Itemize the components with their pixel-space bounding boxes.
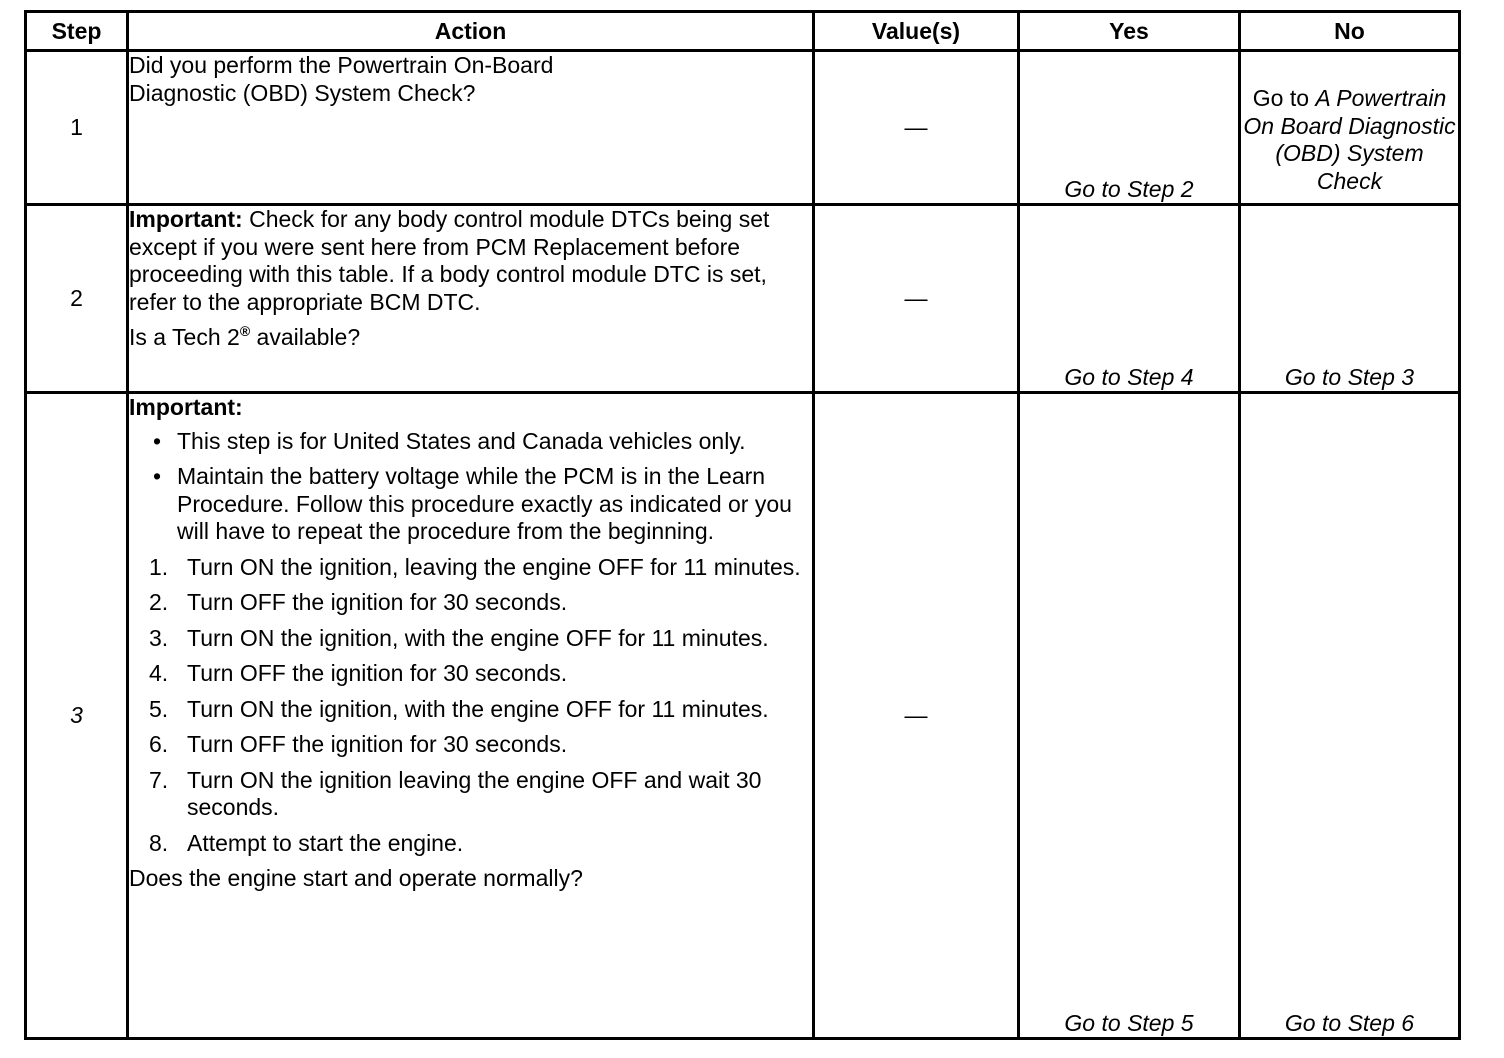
- table-row-step-1: [26, 51, 1460, 205]
- header-yes: Yes: [1019, 12, 1240, 51]
- question-text: Does the engine start and operate normally?: [129, 865, 583, 891]
- value-cell: —: [814, 51, 1019, 205]
- header-no: No: [1240, 12, 1460, 51]
- important-label: Important:: [129, 394, 243, 420]
- bullet-icon: •: [153, 427, 162, 454]
- yes-cell: [1019, 393, 1240, 1039]
- step-number: 1: [26, 51, 128, 205]
- yes-link[interactable]: Go to Step 5: [1064, 1009, 1194, 1036]
- no-link[interactable]: A Powertrain On Board Diagnostic (OBD) System Check: [1243, 85, 1456, 194]
- step-number: 2: [26, 205, 128, 393]
- action-cell: [128, 205, 814, 393]
- header-values: Value(s): [814, 12, 1019, 51]
- yes-link[interactable]: Go to Step 2: [1064, 175, 1194, 202]
- important-label: Important:: [129, 206, 243, 232]
- procedure-steps: [129, 554, 812, 858]
- action-cell: [128, 393, 814, 1039]
- list-item: 3. Turn ON the ignition, with the engine OFF for 11 minutes.: [149, 624, 769, 651]
- bullet-icon: •: [153, 463, 162, 489]
- step-number: 3: [26, 393, 128, 1039]
- no-cell: [1240, 205, 1460, 393]
- action-text-line: Did you perform the Powertrain On-Board: [129, 52, 554, 78]
- list-item: 5. Turn ON the ignition, with the engine OFF for 11 minutes.: [149, 695, 769, 722]
- important-text: Check for any body control module DTCs being set except if you were sent here from PCM Replacement before proceeding with this table. If a body control module DTC is set, refer to the appropriate BCM DTC.: [129, 206, 770, 315]
- list-item: • Maintain the battery voltage while the PCM is in the Learn Procedure. Follow this procedure exactly as indicated or you will have to repeat the procedure from the beginning.: [153, 463, 792, 544]
- list-item: 6. Turn OFF the ignition for 30 seconds.: [149, 731, 568, 757]
- diagnostic-table: [24, 10, 1461, 1040]
- table-row-step-3: [26, 393, 1460, 1039]
- header-row: [26, 12, 1460, 51]
- table-row-step-2: [26, 205, 1460, 393]
- important-note: [129, 206, 812, 316]
- no-link[interactable]: Go to Step 3: [1284, 363, 1415, 390]
- action-text-line: Diagnostic (OBD) System Check?: [129, 79, 476, 106]
- yes-cell: [1019, 51, 1240, 205]
- action-cell: [128, 51, 814, 205]
- important-bullets: [129, 428, 812, 546]
- list-item: 1. Turn ON the ignition, leaving the engine OFF for 11 minutes.: [149, 553, 801, 580]
- yes-link[interactable]: Go to Step 4: [1064, 363, 1194, 390]
- list-item: • This step is for United States and Canada vehicles only.: [153, 427, 746, 454]
- list-item: 4. Turn OFF the ignition for 30 seconds.: [149, 660, 568, 686]
- value-cell: —: [814, 205, 1019, 393]
- no-prefix: Go to: [1252, 85, 1316, 111]
- no-cell: [1240, 393, 1460, 1039]
- value-cell: —: [814, 393, 1019, 1039]
- list-item: 2. Turn OFF the ignition for 30 seconds.: [149, 589, 568, 615]
- yes-cell: [1019, 205, 1240, 393]
- list-item: 8. Attempt to start the engine.: [149, 829, 464, 856]
- no-link[interactable]: Go to Step 6: [1284, 1009, 1415, 1036]
- header-action: Action: [128, 12, 814, 51]
- list-item: 7. Turn ON the ignition leaving the engine OFF and wait 30 seconds.: [149, 766, 762, 820]
- no-cell: [1240, 51, 1460, 205]
- registered-mark: ®: [239, 323, 251, 339]
- question-text: Is a Tech 2® available?: [129, 323, 361, 350]
- header-step: Step: [26, 12, 128, 51]
